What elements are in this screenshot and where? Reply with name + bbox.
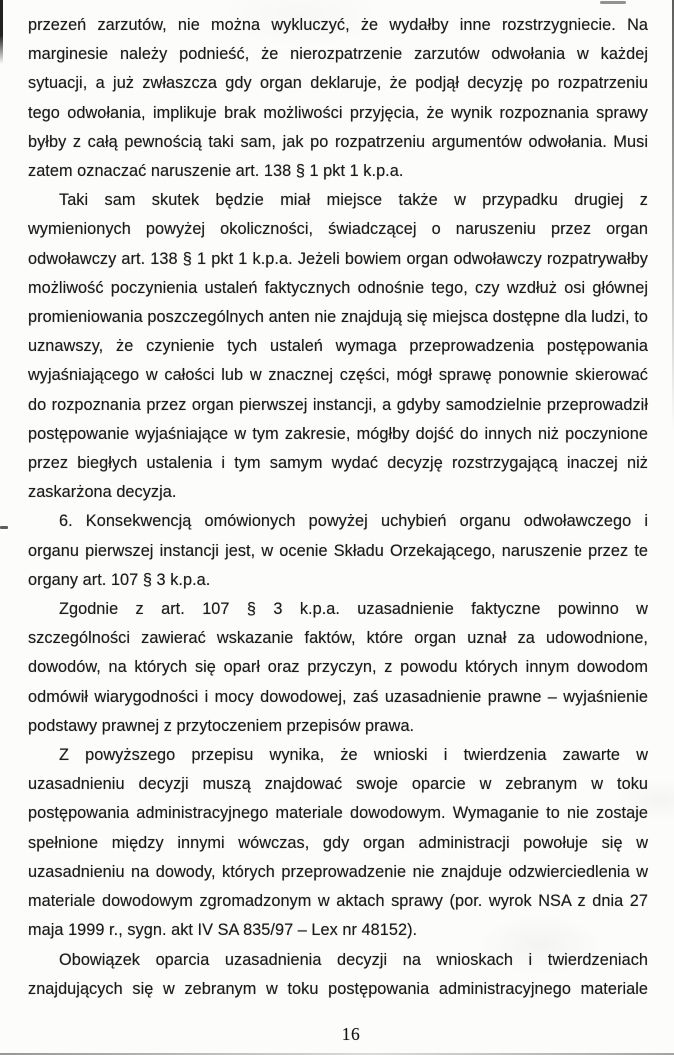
text-line: podstawy prawnej z przytoczeniem przepisów prawa. xyxy=(28,716,415,735)
text-line: tego odwołania, implikuje brak możliwości przyjęcia, że wynik rozpoznania sprawy xyxy=(28,103,648,122)
scan-speck-artifact xyxy=(0,526,8,529)
scan-edge-left-artifact xyxy=(0,0,3,64)
text-line: zatem oznaczać naruszenie art. 138 § 1 pkt 1 k.p.a. xyxy=(28,162,404,181)
text-line: organu pierwszej instancji jest, w ocenie Składu Orzekającego, naruszenie przez te xyxy=(28,541,648,560)
page-number: 16 xyxy=(341,1024,361,1044)
text-line: zaskarżona decyzja. xyxy=(28,483,177,502)
text-line: marginesie należy podnieść, że nierozpatrzenie zarzutów odwołania w każdej xyxy=(28,45,648,64)
text-line: postępowanie wyjaśniające w tym zakresie, mógłby dojść do innych niż poczynione xyxy=(28,424,648,443)
text-line: wyjaśniającego w całości lub w znacznej części, mógł sprawę ponownie skierować xyxy=(28,366,648,385)
paragraph xyxy=(28,186,648,507)
text-line: byłby z całą pewnością taki sam, jak po rozpatrzeniu argumentów odwołania. Musi xyxy=(28,132,648,151)
text-line: postępowania administracyjnego materiale dowodowym. Wymaganie to nie zostaje xyxy=(28,804,648,823)
text-line: wymienionych powyżej okoliczności, świadczącej o naruszeniu przez organ xyxy=(28,220,648,239)
text-line: Zgodnie z art. 107 § 3 k.p.a. uzasadnienie faktyczne powinno w xyxy=(59,600,648,619)
text-line: Taki sam skutek będzie miał miejsce także w przypadku drugiej z xyxy=(59,191,648,210)
text-line: szczególności zawierać wskazanie faktów, które organ uznał za udowodnione, xyxy=(28,629,648,648)
text-line: odwoławczy art. 138 § 1 pkt 1 k.p.a. Jeżeli bowiem organ odwoławczy rozpatrywałby xyxy=(28,249,648,268)
text-line: spełnione między innymi wówczas, gdy organ administracji powołuje się w xyxy=(28,833,648,852)
scan-dash-artifact xyxy=(600,1,626,4)
text-line: uzasadnieniu na dowody, których przeprowadzenie nie znajduje odzwierciedlenia w xyxy=(28,862,648,881)
text-line: maja 1999 r., sygn. akt IV SA 835/97 – Lex nr 48152). xyxy=(28,921,418,940)
text-line: promieniowania poszczególnych anten nie znajdują się miejsca dostępne dla ludzi, to xyxy=(28,308,648,327)
text-line: odmówił wiarygodności i mocy dowodowej, zaś uzasadnienie prawne – wyjaśnienie xyxy=(28,687,648,706)
text-line: materiale dowodowym zgromadzonym w aktach sprawy (por. wyrok NSA z dnia 27 xyxy=(28,892,648,911)
text-body xyxy=(28,11,648,1004)
text-line: organy art. 107 § 3 k.p.a. xyxy=(28,570,211,589)
text-line: przezeń zarzutów, nie można wykluczyć, że wydałby inne rozstrzygniecie. Na xyxy=(28,16,648,34)
text-line: do rozpoznania przez organ pierwszej instancji, a gdyby samodzielnie przeprowadził xyxy=(28,395,648,414)
paragraph xyxy=(28,507,648,595)
paragraph xyxy=(28,595,648,741)
text-line: uznawszy, że czynienie tych ustaleń wymaga przeprowadzenia postępowania xyxy=(28,337,648,356)
text-line: znajdujących się w zebranym w toku postępowania administracyjnego materiale xyxy=(28,979,648,998)
text-line: Obowiązek oparcia uzasadnienia decyzji na wnioskach i twierdzeniach xyxy=(59,950,648,969)
text-line: Z powyższego przepisu wynika, że wnioski i twierdzenia zawarte w xyxy=(59,746,648,765)
paragraph xyxy=(28,11,648,186)
text-line: dowodów, na których się oparł oraz przyczyn, z powodu których innym dowodom xyxy=(28,658,648,677)
text-line: 6. Konsekwencją omówionych powyżej uchybień organu odwoławczego i xyxy=(59,512,648,531)
paragraph xyxy=(28,946,648,1004)
paragraph xyxy=(28,741,648,945)
text-line: możliwość poczynienia ustaleń faktycznych odnośnie tego, czy wzdłuż osi głównej xyxy=(28,278,648,297)
text-line: sytuacji, a już zwłaszcza gdy organ deklaruje, że podjął decyzję po rozpatrzeniu xyxy=(28,74,648,93)
text-line: przez biegłych ustalenia i tym samym wydać decyzję rozstrzygającą inaczej niż xyxy=(28,454,648,473)
text-line: uzasadnieniu decyzji muszą znajdować swoje oparcie w zebranym w toku xyxy=(28,775,648,794)
